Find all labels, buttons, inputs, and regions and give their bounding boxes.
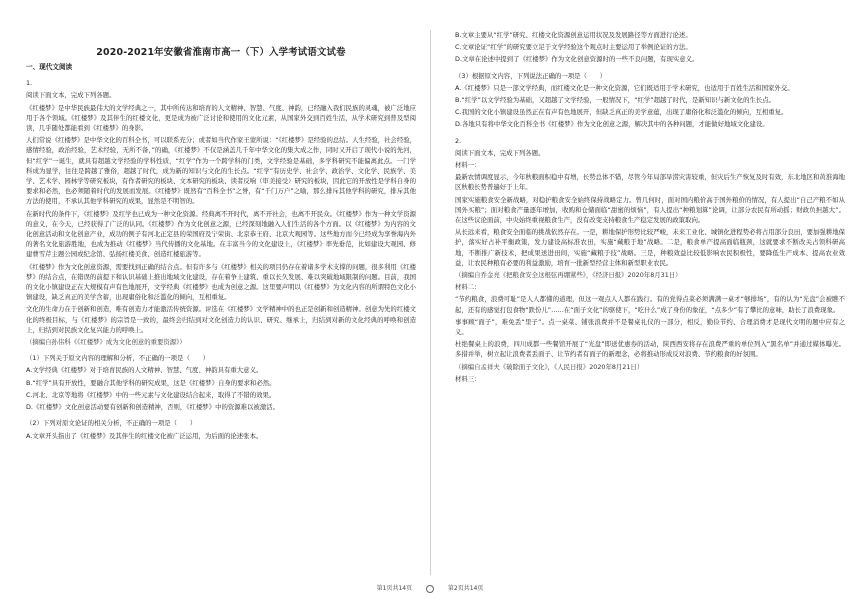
answer-option: A.文章开头指出了《红楼梦》及其伴生的红楼文化被广泛运用，为后面的论述张本。 [26,431,263,440]
question-instruction: 阅读下面文本，完成下列各题。 [455,148,545,157]
column-divider [430,30,431,575]
page-number-left: 第1页共14页 [376,585,413,592]
subquestion-stem: （1）下列关于原文内容的理解和分析，不正确的一项是（ ） [26,354,210,363]
answer-option: D.各地只有将中华文化百科全书《红楼梦》作为文化创意之源，解决其中的各种问题，才能做好地域文化建设。 [455,120,769,129]
passage-paragraph: 文化的生命力在于创新和创造，唯有创造力才能激活传统资源。评选在《红楼梦》文学精神中的也正是创新和创造精神。创意为先的红楼文化的终极目标，与《红楼梦》的宗旨是一致的，最终会归结到对文化创造力的认识、研究、继承上，归结到对新的文化经典的呼唤和创造上，归结到对民族文化复兴能力的呼唤上。 [26,305,416,334]
answer-option: C.我国的文化小镇建设虽然正在有声有色地展开，但缺乏真正的美学意蕴，出现了庸俗化和泛滥化的倾向，互相重复。 [455,108,788,117]
subquestion-stem: （3）根据原文内容，下列说法正确的一项是（ ） [455,71,607,80]
answer-option: B.文章主要从“红学”研究、红楼文化资源创意运用状况及发展路径等方面进行论述。 [455,31,692,39]
circle-icon [426,585,434,593]
answer-option: D.文章在论述中提到了《红楼梦》作为文化创意资源时的一些不良问题，有现实意义。 [455,55,699,64]
answer-option: B.“红学”以文学经验为基础，又超越了文学经验，一般情况下，“红学”超越了时代，是新知识与新文化的生长点。 [455,96,776,105]
source-citation: （摘编自乔金亮《把粮食安全这根弦再绷紧些》，《经济日报》2020年8月31日） [455,271,682,280]
passage-paragraph: 《红楼梦》是中华民族最伟大的文学经典之一，其中所传达和培育的人文精神、智慧、气度、神韵，已经融入我们民族的灵魂，被广泛地应用于各个领域。《红楼梦》及其伴生的红楼文化，更是成为被广泛讨论和使用的文化元素，从国家外交到百姓生活，从学术研究到普及型阅读，几乎随处都能看到《红楼梦》的身影。 [26,103,416,133]
material-label: 材料一： [455,161,481,170]
subquestion-stem: （2）下列对原文论证的相关分析，不正确的一项是（ ） [26,419,197,428]
answer-option: D.《红楼梦》文化创意活动要有创新和创造精神，否则，《红楼梦》中的资源难以被激活。 [26,403,279,412]
passage-paragraph: 最新农情调度显示，今年秋粮面积稳中有增，长势总体不错，尽管今年局部旱涝灾害较重，但灾后生产恢复及时有效，东北地区和黄淮海地区秋粮长势普遍好于上年。 [455,173,845,192]
source-citation: （摘编自孟祥夫《破除面子文化》，《人民日报》2020年8月21日） [455,362,644,371]
section-heading: 一、现代文阅读 [26,63,73,71]
source-citation: （摘编自孙伟科《《红楼梦》成为文化创意的重要资源》） [26,338,186,347]
passage-paragraph: “节约粮食，浪费可耻”是人人都懂的道理，但这一观点人人都在践行。有的党得点菜必须满满一桌才“够排场”，有的认为“光盘”会被瞧不起，还有的感觉打包食物“跌份儿”……在“面子文化”的驱使下，“吃什么”成了身份的象征，“点多少”有了攀比的意味，助长了浪费现象。 [455,295,845,314]
question-number: 2. [455,136,462,145]
passage-paragraph: 国家实施粮食安全新战略，对稳护粮食安全始终保持战略定力。曾几何时，面对国内粮价高于国外粮价的情况，有人提出“自己产粮不如从国外买粮”；面对粮食产量逐年增加，收购和仓储面临“甜蜜的烦恼”，有人提出“种粮划算”论调，让部分农民有所动摇；财政负担越大”。在这些议论面前，中央始终重视粮食生产，没有改变支持粮食生产稳定发展的政策取向。 [455,195,845,225]
page-footer [0,583,860,593]
question-number: 1. [26,79,33,88]
material-label: 材料二： [455,283,481,292]
answer-option: A.《红楼梦》只是一部文学经典，而红楼文化是一种文化资源，它们既适用于学术研究，也适用于百姓生活和国家外交。 [455,83,794,92]
answer-option: C.文章论证“红学”的研究要立足于文学经验这个观点时主要运用了举例论证的方法。 [455,43,692,52]
answer-option: A.文学经典《红楼梦》对于培育民族的人文精神、智慧、气度、神韵具有重大意义。 [26,366,263,375]
page-title: 2020-2021年安徽省淮南市高一（下）入学考试语文试卷 [96,47,346,58]
passage-paragraph: 《红楼梦》作为文化创意资源，需要找到正确的结合点。但有许多与《红楼梦》相关的项目仍存在着诸多学术支撑的问题，很多利用《红楼梦》的结合点，在错误的前提下和认识基础上推出地域文化建设，存在着争上建筑、重以长久发展、难以突破地域限制的问题。目前，我国的文化小镇建设正在大规模有声有色地展开，文学经典《红楼梦》也成为创意之源。这里要声明以《红楼梦》为文化内容的所谓特色文化小镇建设，缺乏真正的美学含蓄，出现庸俗化和泛滥化的倾向，互相重复。 [26,262,416,302]
page-number-right: 第2页共14页 [447,585,484,592]
passage-paragraph: 杜绝餐桌上的浪费，四川成都一些餐馆开展了“光盘”即送优惠券的活动，陕西西安将存在浪费严重的单位列入“黑名单”并通过媒体曝光。多措并举，树立起让浪费者丢面子、让节约者有面子的新理念，必将推动形成反对浪费、节约粮食的好氛围。 [455,340,845,359]
passage-paragraph: 在新时代的条件下，《红楼梦》及红学也已成为一种文化资源。经典离不开时代，离不开社会，也离不开民众。《红楼梦》作为一种文学资源的意义，在今天，已经获得了广泛的认同。《红楼梦》作为文化创意之源，已经深刻地融入人们生活的各个方面。以《红楼梦》为内容的文化创意活动和文化创意产业，成功的例子有河北正定县的荣国府及宁荣街、北京恭王府、北京大观园等。这些地方而今已经成为享誉海内外的著名文化旅游胜地，也成为推动《红楼梦》当代传播的文化基地。在丰富当今的文化建设上，《红楼梦》率先垂范，比如建设大观园、修建曹雪芹主题公园或纪念馆、弘扬红楼美食、创造红楼旅游等。 [26,209,416,259]
material-label: 材料三： [455,374,481,383]
answer-option: B.“红学”具有开放性，要融合其他学科的研究成果，这是《红楼梦》自身的要求和必然。 [26,378,276,387]
right-column [455,30,845,386]
passage-paragraph: 从长远来看，粮食安全面临的挑战依然存在。一是，耕地保护形势比较严峻，未来工业化、城镇化进程势必将占用部分良田，要加强耕地保护，落实好占补平衡政策，发力建设高标准农田，实施“藏粮于地”战略。二是，粮食单产提高面临瓶颈，这就要求不断改关占领科研高地，不断推广新技术，把成果送进田间，实施“藏粮于技”战略。三是，种粮效益比较低影响农民积极性，要降低生产成本、提高农业效益，让农民种粮有必要的利益激励，培育一批新型经营主体和新型职业农民。 [455,228,845,267]
passage-paragraph: 人们常说《红楼梦》是中华文化的百科全书，可以联系充分；或者如当代作家王蒙所说：“《红楼梦》是经验的总结。人生经验，社会经验，感情经验，政治经验，艺术经验，无所不备，”的确，《红楼梦》不仅是涵盖几千年中华文化的集大成之作，同时又开启了现代小说的先河，但“红学”一诞生，就具有超越文学经验的学科性质，“红学”作为一个跨学科的门类，文学经验是基础，多学科研究不能偏离此点。一门学科成为显学，往往是跨越了雅俗，超越了时代，成为新的知识与文化的生长点。“红学”有历史学、社会学、政治学、文化学、民族学、美学、艺术学、园林学等研究板块，有作者研究的板块、文本研究的板块、读者反响（审美接受）研究的板块，因此它的开放性是学科自身的要求和必然，也必须随着时代的发展而发展。《红楼梦》既然有“百科全书”之誉，有“千门万户”之喻，那么排斥其他学科的研究，排斥其他方法的使用，不承认其他学科研究的成果，显然是不明智的。 [26,136,416,206]
left-column [26,62,416,443]
answer-option: C.河北、北京等地将《红楼梦》中的一些元素与文化建设结合起来，取得了不错的效果。 [26,390,276,399]
passage-paragraph: 事事顾“面子”，难免丢“里子”。点一桌菜、铺张浪费并不是餐桌礼仪的一部分，相反，勤俭节约、合理消费才是现代文明的题中应有之义。 [455,317,845,337]
question-instruction: 阅读下面文本，完成下列各题。 [26,91,116,100]
